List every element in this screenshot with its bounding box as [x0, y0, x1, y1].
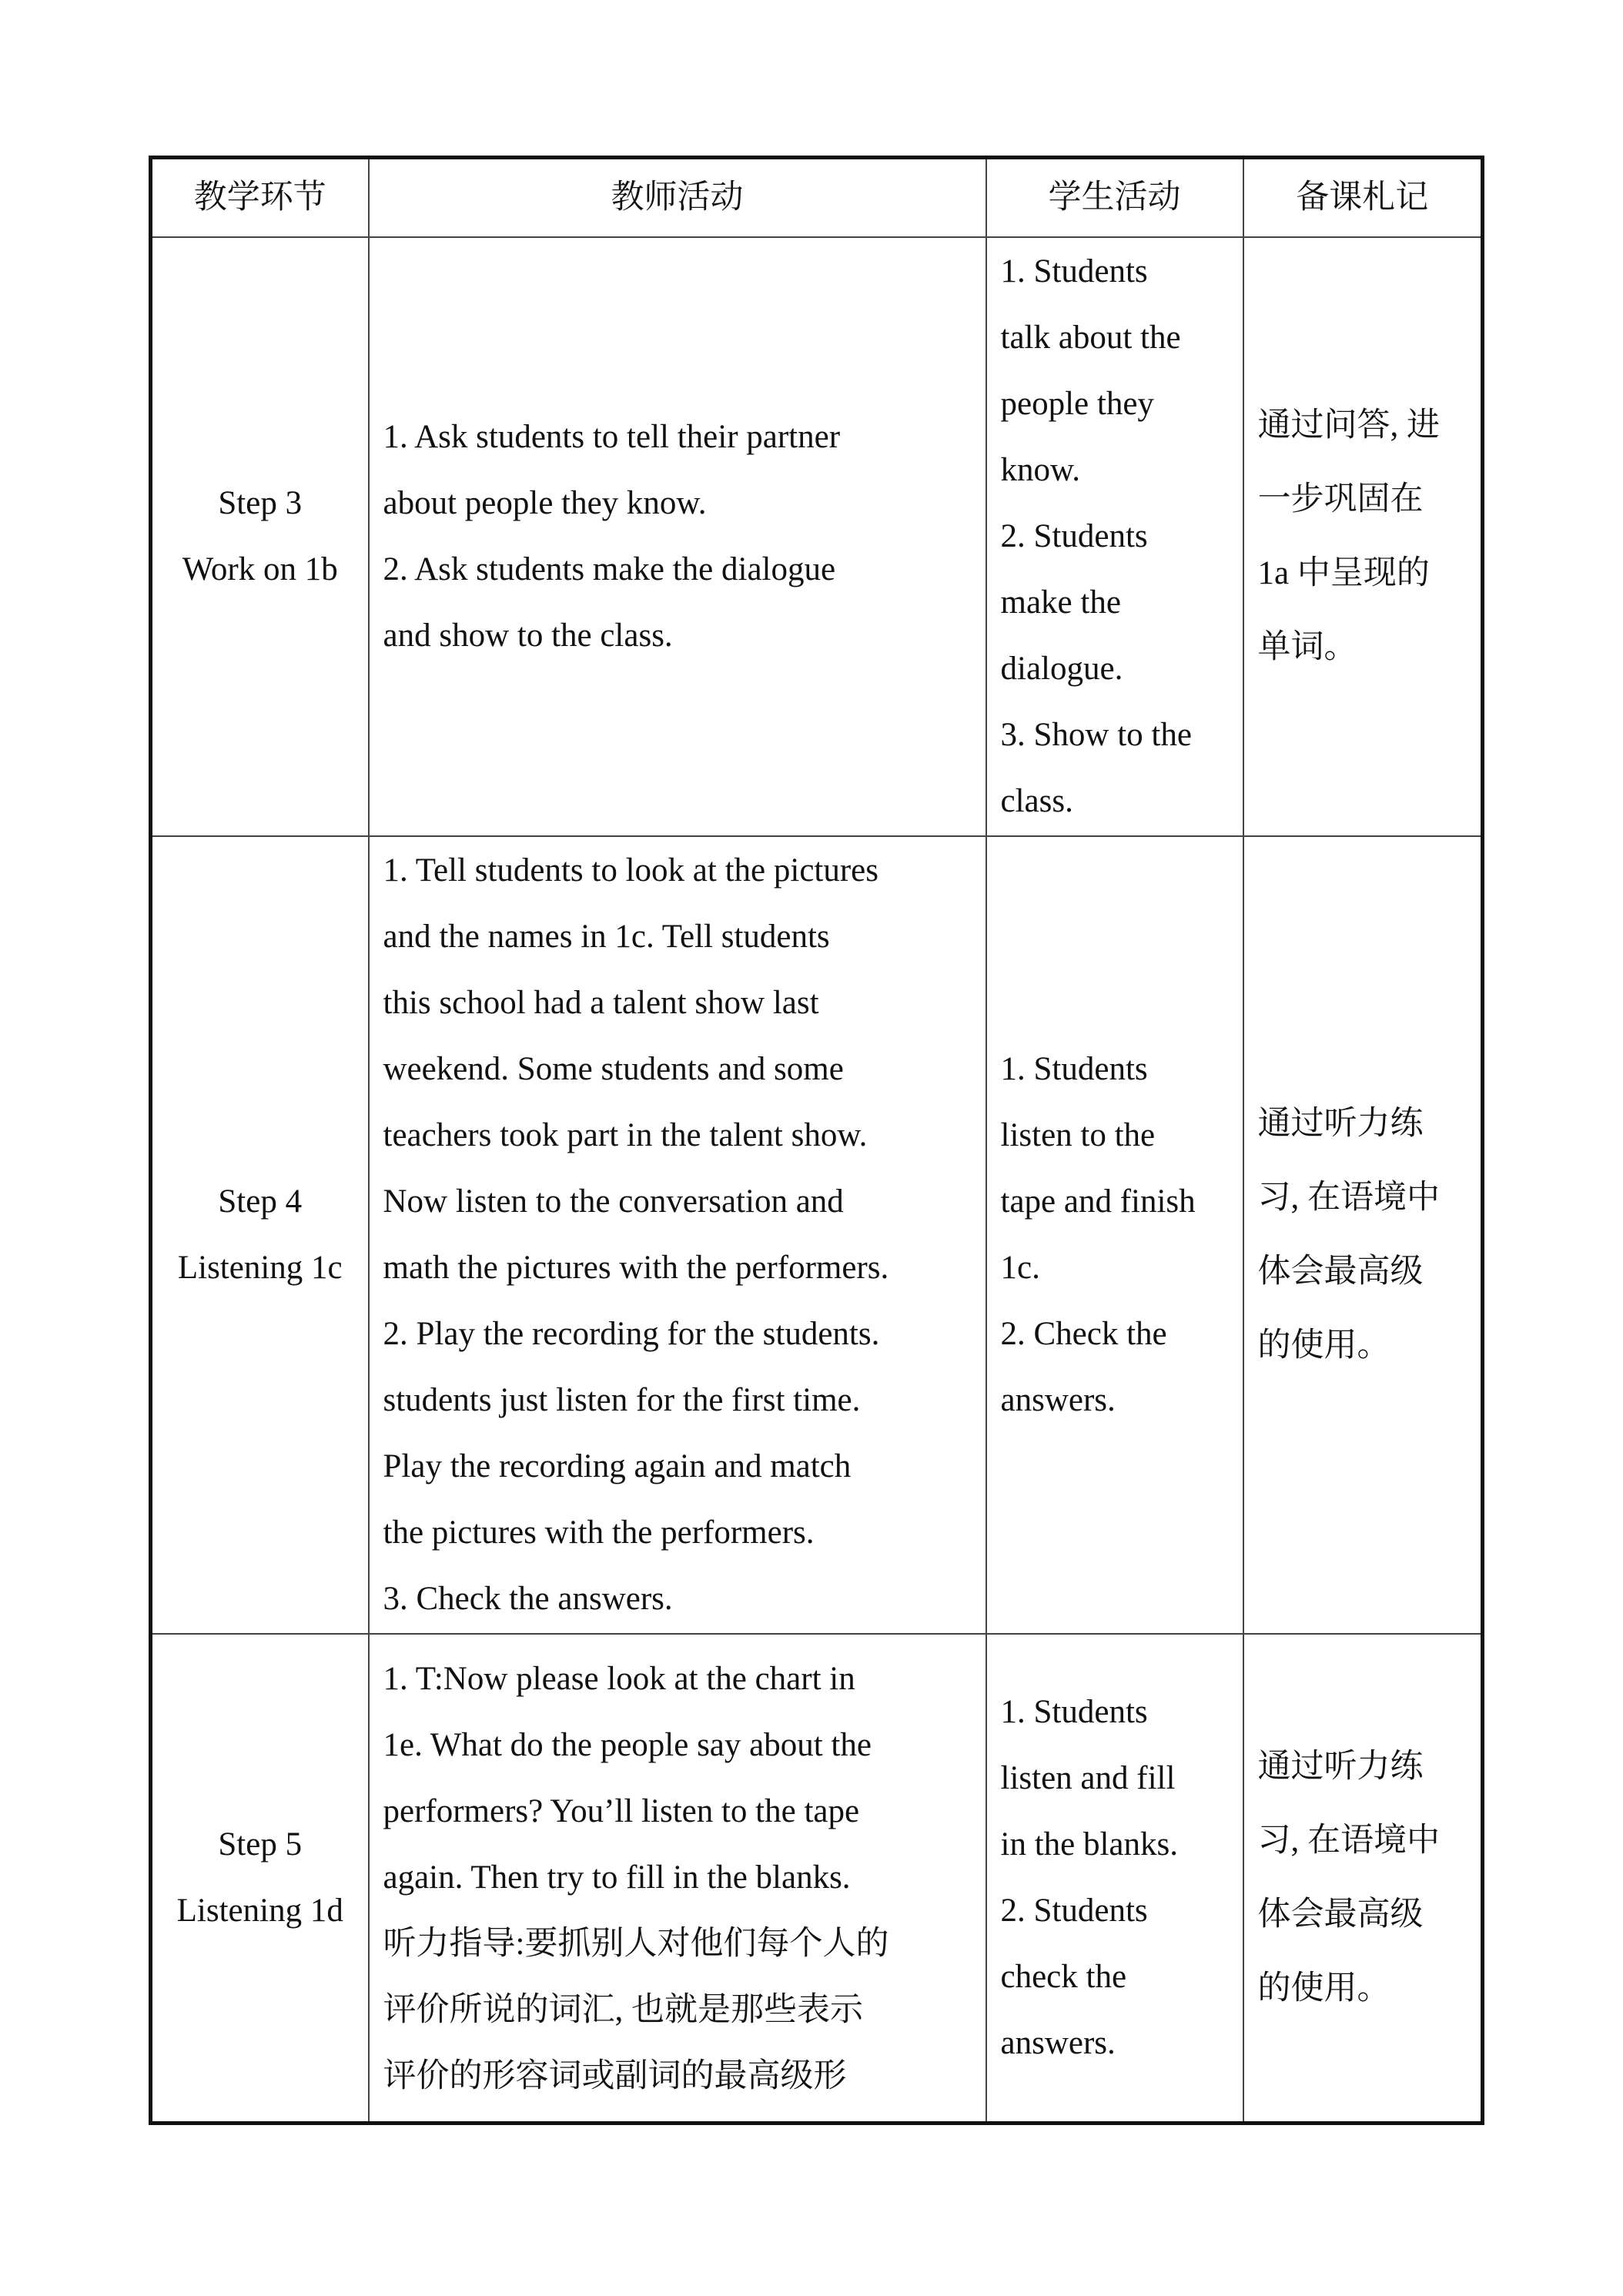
text-line: 体会最高级	[1257, 1253, 1424, 1290]
text-line: 评价所说的词汇, 也就是那些表示	[383, 1992, 863, 2028]
text-line: listen to the	[1000, 1117, 1156, 1153]
text-line: people they	[1000, 386, 1154, 422]
text-line: tape and finish	[1000, 1183, 1196, 1220]
text-line: 1a 中呈现的	[1257, 555, 1430, 591]
text-line: 2. Ask students make the dialogue	[383, 551, 836, 587]
text-line: Play the recording again and match	[383, 1448, 852, 1484]
step-cell	[151, 1634, 369, 2124]
text-line: 1. Students	[1000, 1051, 1148, 1087]
step-number: Step 4	[218, 1183, 303, 1220]
teacher-activity-cell	[369, 1634, 986, 2124]
step-title: Listening 1c	[177, 1250, 343, 1286]
step-title: Work on 1b	[182, 551, 338, 587]
header-student-activity: 学生活动	[986, 158, 1243, 238]
text-line: class.	[1000, 783, 1073, 819]
text-line: the pictures with the performers.	[383, 1514, 815, 1551]
text-line: 通过问答, 进	[1257, 407, 1440, 443]
text-line: know.	[1000, 452, 1081, 488]
text-line: check the	[1000, 1959, 1127, 1995]
lesson-plan-table	[149, 156, 1484, 2125]
text-line: Now listen to the conversation and	[383, 1183, 844, 1220]
text-line: performers? You’ll listen to the tape	[383, 1793, 860, 1829]
text-line: math the pictures with the performers.	[383, 1250, 889, 1286]
text-line: 的使用。	[1257, 1970, 1390, 2006]
header-row	[151, 158, 1483, 238]
text-line: and show to the class.	[383, 618, 673, 654]
notes-cell	[1243, 836, 1483, 1634]
notes-cell	[1243, 1634, 1483, 2124]
text-line: 2. Play the recording for the students.	[383, 1316, 880, 1352]
text-line: 1. T:Now please look at the chart in	[383, 1661, 855, 1697]
teacher-activity-cell	[369, 237, 986, 836]
table-row	[151, 237, 1483, 836]
step-title: Listening 1d	[176, 1893, 343, 1929]
step-cell	[151, 237, 369, 836]
text-line: listen and fill	[1000, 1760, 1176, 1796]
student-activity-cell	[986, 836, 1243, 1634]
table-row	[151, 1634, 1483, 2124]
text-line: and the names in 1c. Tell students	[383, 919, 830, 955]
text-line: weekend. Some students and some	[383, 1051, 844, 1087]
text-line: students just listen for the first time.	[383, 1382, 861, 1418]
step-cell	[151, 836, 369, 1634]
text-line: 通过听力练	[1257, 1106, 1424, 1142]
text-line: make the	[1000, 584, 1121, 621]
text-line: again. Then try to fill in the blanks.	[383, 1859, 851, 1896]
text-line: 一步巩固在	[1257, 481, 1424, 517]
text-line: 习, 在语境中	[1257, 1822, 1440, 1859]
text-line: 3. Check the answers.	[383, 1581, 673, 1617]
text-line: 的使用。	[1257, 1327, 1390, 1364]
text-line: in the blanks.	[1000, 1826, 1178, 1863]
text-line: 体会最高级	[1257, 1896, 1424, 1933]
text-line: answers.	[1000, 1382, 1116, 1418]
teacher-activity-cell	[369, 836, 986, 1634]
header-teacher-activity: 教师活动	[369, 158, 986, 238]
table-row	[151, 836, 1483, 1634]
text-line: 1c.	[1000, 1250, 1040, 1286]
text-line: 2. Check the	[1000, 1316, 1167, 1352]
header-notes: 备课札记	[1243, 158, 1483, 238]
notes-cell	[1243, 237, 1483, 836]
text-line: 通过听力练	[1257, 1749, 1424, 1785]
step-number: Step 3	[218, 485, 303, 521]
text-line: this school had a talent show last	[383, 985, 819, 1021]
text-line: 1. Tell students to look at the pictures	[383, 852, 878, 889]
text-line: 习, 在语境中	[1257, 1180, 1440, 1216]
student-activity-cell	[986, 1634, 1243, 2124]
text-line: 3. Show to the	[1000, 717, 1192, 753]
step-number: Step 5	[218, 1826, 303, 1863]
text-line: 1. Students	[1000, 253, 1148, 290]
text-line: teachers took part in the talent show.	[383, 1117, 868, 1153]
header-step: 教学环节	[151, 158, 369, 238]
text-line: 1. Students	[1000, 1694, 1148, 1730]
text-line: 听力指导:要抓别人对他们每个人的	[383, 1926, 889, 1962]
text-line: about people they know.	[383, 485, 707, 521]
text-line: 2. Students	[1000, 1893, 1148, 1929]
text-line: answers.	[1000, 2025, 1116, 2061]
text-line: talk about the	[1000, 320, 1181, 356]
student-activity-cell	[986, 237, 1243, 836]
text-line: 1e. What do the people say about the	[383, 1727, 872, 1763]
text-line: 单词。	[1257, 629, 1357, 665]
text-line: 评价的形容词或副词的最高级形	[383, 2058, 847, 2094]
text-line: dialogue.	[1000, 651, 1123, 687]
text-line: 2. Students	[1000, 518, 1148, 554]
text-line: 1. Ask students to tell their partner	[383, 419, 841, 455]
